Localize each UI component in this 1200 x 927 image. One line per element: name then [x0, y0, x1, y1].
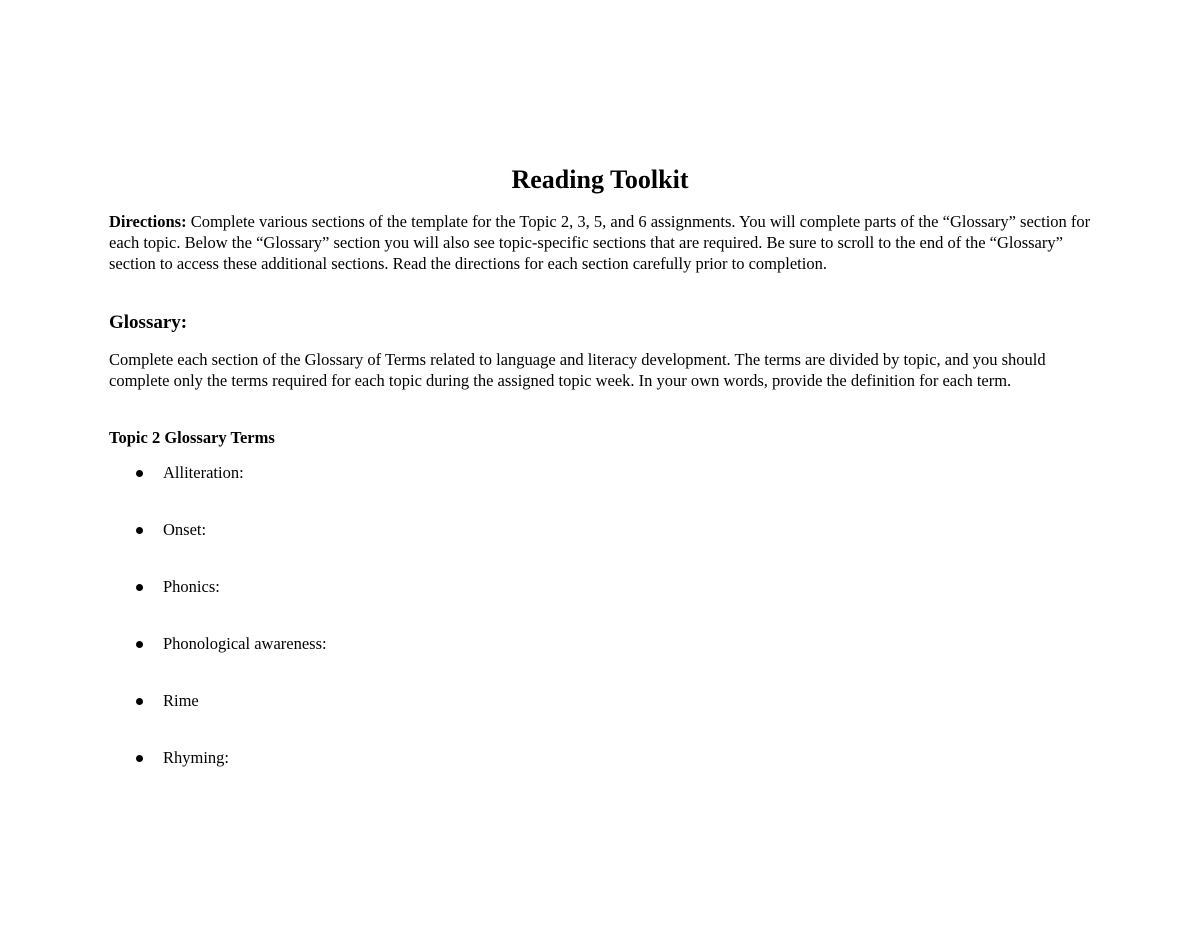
glossary-intro: Complete each section of the Glossary of Terms related to language and literacy development. The terms are divided by topic, and you should complete only the terms required for each topic during the assigned topic week. In your own words, provide the definition for each term.	[109, 350, 1046, 390]
list-item	[109, 633, 1009, 690]
directions-text: Complete various sections of the template for the Topic 2, 3, 5, and 6 assignments. You will complete parts of the “Glossary” section for each topic. Below the “Glossary” section you will also see topic-specific sections that are required. Be sure to scroll to the end of the “Glossary” section to access these additional sections. Read the directions for each section carefully prior to completion.	[109, 212, 1091, 273]
bullet-icon	[136, 698, 143, 705]
term-label: Rime	[163, 691, 199, 710]
list-item	[109, 519, 1009, 576]
term-label: Rhyming:	[163, 748, 230, 767]
list-item	[109, 690, 1009, 747]
list-item	[109, 462, 1009, 519]
glossary-heading: Glossary:	[109, 312, 188, 333]
bullet-icon	[136, 755, 143, 762]
glossary-term-list	[109, 462, 1009, 804]
term-label: Phonological awareness:	[163, 634, 327, 653]
bullet-icon	[136, 641, 143, 648]
bullet-icon	[136, 527, 143, 534]
directions-paragraph	[109, 211, 1094, 274]
bullet-icon	[136, 470, 143, 477]
term-label: Phonics:	[163, 577, 220, 596]
directions-label: Directions:	[109, 212, 187, 231]
topic-2-heading: Topic 2 Glossary Terms	[109, 428, 275, 447]
list-item	[109, 576, 1009, 633]
document-title: Reading Toolkit	[511, 165, 689, 194]
bullet-icon	[136, 584, 143, 591]
list-item	[109, 747, 1009, 804]
term-label: Onset:	[163, 520, 207, 539]
term-label: Alliteration:	[163, 463, 244, 482]
